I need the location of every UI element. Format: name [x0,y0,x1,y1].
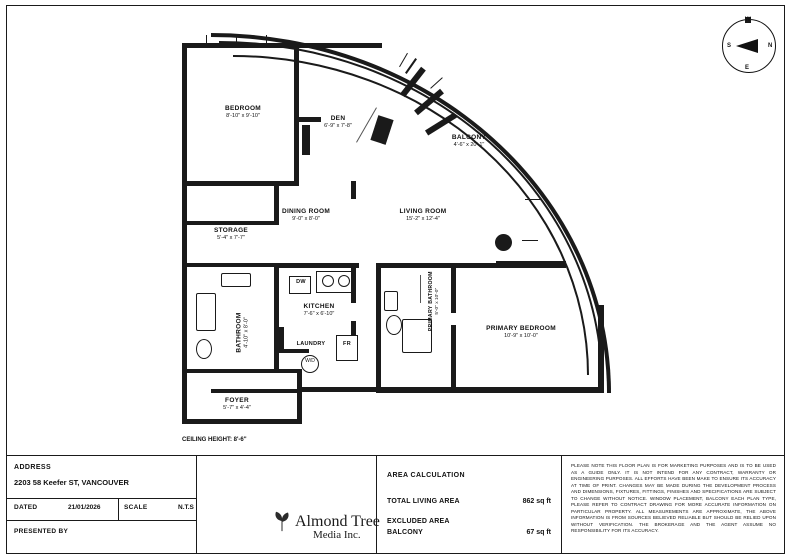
dated-label: DATED [14,504,38,511]
label-dishwasher: DW [296,279,306,285]
floorplan-drawing [6,5,785,455]
divider-scale [118,498,119,520]
door-swing-pbath [420,275,421,303]
scale-label: SCALE [124,504,148,511]
bathtub-fixture [196,293,216,331]
balcony-tick [522,240,538,241]
sink-bowl-icon-2 [338,275,350,287]
area-calculation-block [376,456,561,554]
ceiling-height-note: CEILING HEIGHT: 8'-6" [182,437,247,443]
presented-by-label: PRESENTED BY [14,528,69,535]
brand-block [196,456,380,554]
toilet-fixture [196,339,212,359]
almond-leaf-icon [273,510,291,532]
room-label-laundry: LAUNDRY [296,341,326,347]
wall-left-mid [182,223,187,283]
wall-left-upper [182,43,187,223]
room-label-living: LIVING ROOM 15'-2" x 12'-4" [399,208,447,223]
area-calculation-title: AREA CALCULATION [387,472,465,479]
room-label-dining: DINING ROOM 9'-0" x 8'-0" [281,208,331,223]
compass-label-e: E [745,65,750,71]
label-washer-dryer: W/D [305,358,315,364]
brand-line-1: Almond Tree [295,513,380,530]
disclaimer-text: PLEASE NOTE THIS FLOOR PLAN IS FOR MARKETING PURPOSES AND IS TO BE USED AS A GUIDE ONLY. IT IS NOT INTEND FOR ANY CONTRACT, WARRANTY OR ENGINEERING PURPOSES. ALL EFFORTS HAVE BEEN MAKE TO ENSURE ITS ACCURACY AT TIME OF PRINT. CHANGES MAY BE MADE DURING THE DEVELOPMENT PROCESS AND DIMENSIONS, FIXTURES, FITTINGS, FINISHES AND SPECIFICATIONS ARE SUBJECT TO CHANGE WITHOUT NOTICE. WINDOW PLACEMENT, BALCONY EACH PLAN TYPE, PLEASE REFER TO CONTRACT DRAWING FOR MORE ACCURATE INFORMATION ON PARTICULAR PROPERTY. ALL MEASUREMENTS ARE APPROXIMATE, THE ABOVE INFORMATION IS FROM SOURCES BELIEVED RELIABLE BUT SHOULD BE RELIED UPON WITHOUT VERIFICATION. THE BROKERAGE AND THE AGENT ASSUME NO RESPONSIBILITY FOR ITS ACCURACY. [571,463,776,534]
wall-foyer-top [211,389,301,393]
wall-pbath-left [376,263,381,391]
wall-kitchen-right [351,263,356,303]
room-label-primary-bedroom: PRIMARY BEDROOM 10'-9" x 10'-0" [486,325,556,340]
structural-column [495,234,512,251]
room-label-storage: STORAGE 5'-4" x 7'-7" [213,227,249,242]
wall-bottom-right [376,387,604,393]
wall-pbed-top-thick [496,261,566,268]
wall-storage-lower [187,263,279,267]
room-label-kitchen: KITCHEN 7'-6" x 6'-10" [303,303,335,318]
wall-bathroom-right [274,263,279,373]
divider-address [6,498,196,499]
wall-pbath-top [376,263,456,268]
wall-right-lower [598,305,604,393]
wall-bedroom-right [294,48,299,148]
compass-needle-icon [736,39,758,53]
wall-bathroom-bottom [187,369,302,373]
wall-left-lower [182,283,187,393]
wall-kitchen-top [279,263,359,268]
wall-pbath-right-upper [451,263,456,313]
wall-top [182,43,382,48]
area-row-value-0: 862 sq ft [522,498,551,505]
fridge-fixture [336,335,358,361]
address-value: 2203 58 Keefer ST, VANCOUVER [14,478,129,487]
wall-bottom-mid [302,387,382,392]
compass-label-s: S [727,43,732,49]
compass-label-n: N [768,43,773,49]
balcony-tick [525,199,541,200]
wall-bedroom-bottom [187,181,299,186]
room-label-primary-bathroom: PRIMARY BATHROOM 5'-0" x 10'-0" [427,271,440,332]
scale-value: N.T.S [178,504,194,511]
room-label-bedroom: BEDROOM 8'-10" x 9'-10" [224,105,262,120]
wall-foyer-left [182,389,187,423]
area-row-label-0: TOTAL LIVING AREA [387,498,460,505]
area-row-label-1: EXCLUDED AREA [387,518,450,525]
room-label-den: DEN 6'-9" x 7'-8" [324,115,352,130]
wall-den-right [294,145,299,185]
dated-value: 21/01/2026 [68,504,101,511]
room-label-bathroom: BATHROOM 4'-10" x 8'-0" [235,312,250,353]
pbath-toilet-fixture [386,315,402,335]
divider-dated [6,520,196,521]
window-tick [236,35,237,43]
brand-line-2: Media Inc. [313,529,361,541]
address-block [6,456,196,554]
wall-pbath-right-lower [451,325,456,391]
address-label: ADDRESS [14,464,52,471]
room-label-balcony: BALCONY 4'-6" x 20'-1" [451,134,487,149]
window-tick [266,35,267,43]
compass-rose [718,15,780,77]
disclaimer-block [561,456,785,554]
title-block [6,455,785,554]
area-row-label-2: BALCONY [387,529,424,536]
pbath-sink-fixture [384,291,398,311]
sink-bowl-icon [322,275,334,287]
room-label-foyer: FOYER 5'-7" x 4'-4" [223,397,251,412]
label-fridge: FR [343,341,351,347]
compass-label-w: W [745,17,751,23]
wall-foyer-bottom [182,419,302,424]
wall-dining-right-upper [351,181,356,199]
area-row-value-2: 67 sq ft [526,529,551,536]
window-tick [206,35,207,43]
vanity-fixture [221,273,251,287]
wall-foyer-right [297,371,302,423]
